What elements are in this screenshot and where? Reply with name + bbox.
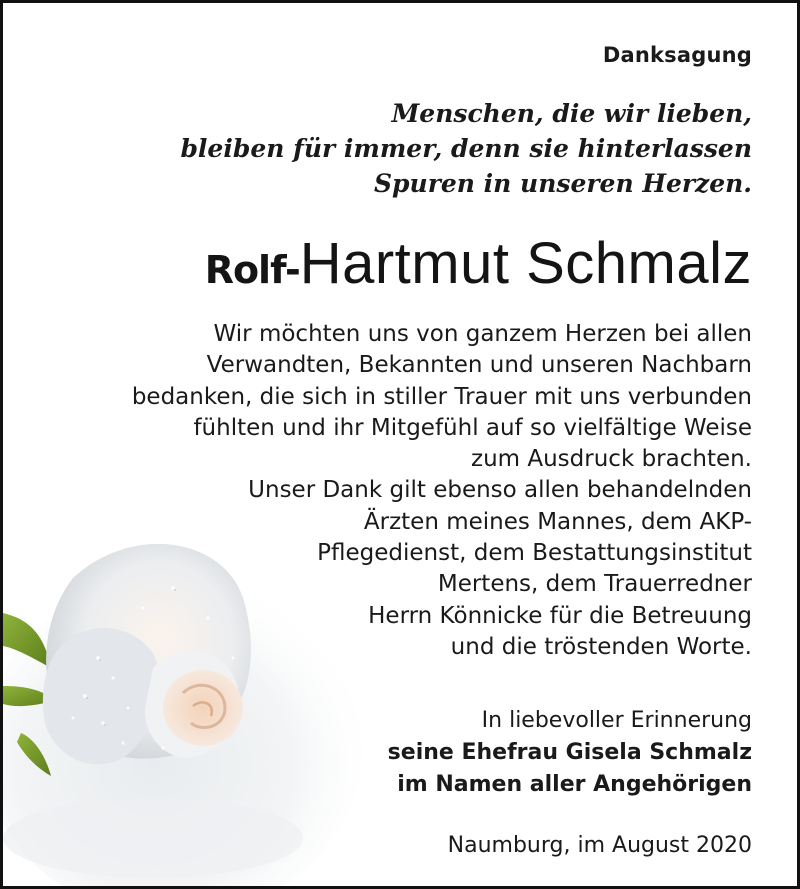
notice-heading: Danksagung (602, 43, 752, 67)
quote-line: bleiben für immer, denn sie hinterlassen (180, 134, 752, 163)
message-line: Mertens, dem Trauerredner (437, 571, 752, 598)
message-line: Wir möchten uns von ganzem Herzen bei allen (213, 321, 752, 347)
closing-intro: In liebevoller Erinnerung (481, 708, 752, 733)
signature-block (388, 705, 752, 801)
message-line: Ärzten meines Mannes, dem AKP- (363, 508, 752, 535)
deceased-name (205, 229, 752, 305)
signer-name: seine Ehefrau Gisela Schmalz (387, 740, 752, 765)
message-line: fühlten und ihr Mitgefühl auf so vielfältige Weise (193, 414, 752, 441)
quote-line: Spuren in unseren Herzen. (373, 169, 752, 198)
quote-line: Menschen, die wir lieben, (391, 99, 752, 128)
place-date: Naumburg, im August 2020 (447, 833, 752, 858)
message-line: und die tröstenden Worte. (450, 633, 752, 660)
memorial-quote (180, 96, 752, 201)
message-line: Verwandten, Bekannten und unseren Nachbarn (206, 352, 752, 379)
message-line: zum Ausdruck brachten. (471, 446, 752, 473)
message-line: Pflegedienst, dem Bestattungsinstitut (317, 540, 752, 567)
deceased-last-names: Hartmut Schmalz (299, 231, 752, 296)
message-line: bedanken, die sich in stiller Trauer mit uns verbunden (131, 383, 752, 410)
message-line: Unser Dank gilt ebenso allen behandelnden (248, 477, 752, 504)
thanks-message (132, 319, 752, 663)
deceased-first-name: Rolf- (204, 248, 300, 292)
message-line: Herrn Könnicke für die Betreuung (368, 602, 752, 629)
signer-note: im Namen aller Angehörigen (397, 772, 752, 797)
